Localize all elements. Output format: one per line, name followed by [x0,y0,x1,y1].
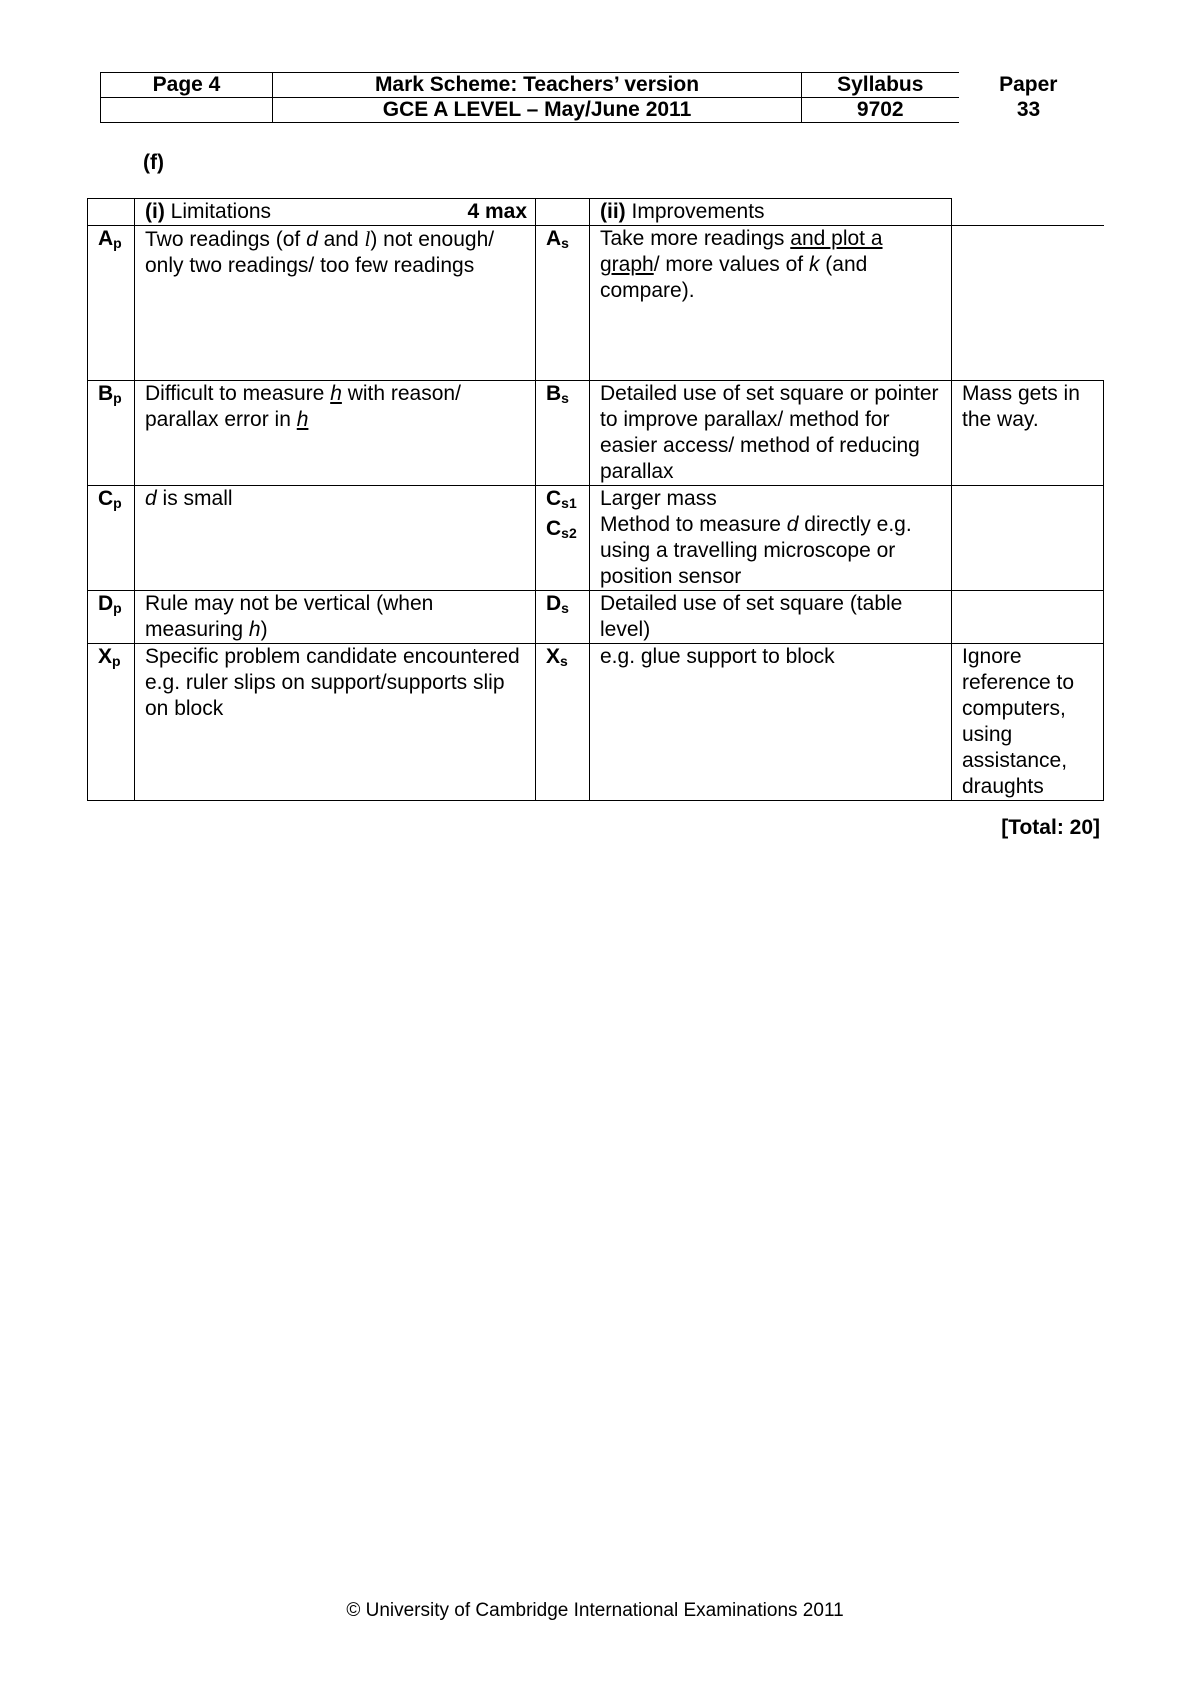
improvements-title: Improvements [631,200,765,223]
improvement-code: $A_s$ [536,226,590,381]
part-label: (f) [143,151,164,174]
header-paper: 33 [1016,98,1041,121]
table-row [88,644,1104,801]
improvement-code: $B_s$ [536,381,590,486]
improvements-header [590,199,952,226]
header-table [100,72,1099,123]
table-row [88,486,1104,591]
improvement-text: Detailed use of set square or pointer to improve parallax/ method for easier access/ method of reducing parallax [590,381,952,486]
improvement-code: $C_{s1}$ $C_{s2}$ [536,486,590,591]
notes-cell: Mass gets in the way. [952,381,1104,486]
notes-cell: Ignore reference to computers, using assistance, draughts [952,644,1104,801]
header-blank [101,98,273,123]
improvement-text: Larger mass Method to measure d directly e.g. using a travelling microscope or position sensor [590,486,952,591]
improvement-code: $D_s$ [536,591,590,644]
improvement-text: Take more readings and plot a graph/ more values of k (and compare). [590,226,952,381]
table-row [88,381,1104,486]
limitation-text: Two readings (of d and l) not enough/ only two readings/ too few readings [135,226,536,381]
header-title: Mark Scheme: Teachers’ version [273,73,802,98]
header-paper-label: Paper [999,73,1058,96]
limitation-text: Specific problem candidate encountered e.g. ruler slips on support/supports slip on block [135,644,536,801]
copyright-footer: © University of Cambridge International Examinations 2011 [346,1600,844,1621]
header-exam: GCE A LEVEL – May/June 2011 [273,98,802,123]
limitations-title: Limitations [170,200,272,223]
table-row [88,226,1104,381]
improvement-code: $X_s$ [536,644,590,801]
header-page: Page 4 [101,73,273,98]
row-code: $A_p$ [88,226,135,381]
notes-cell [952,486,1104,591]
improvement-text: e.g. glue support to block [590,644,952,801]
header-imp-code-cell [536,199,590,226]
header-syllabus-label: Syllabus [802,73,959,98]
improvements-number: (ii) [600,200,626,223]
header-code-cell [88,199,135,226]
limitation-text: Difficult to measure h with reason/ parallax error in h [135,381,536,486]
row-code: $C_p$ [88,486,135,591]
row-code: $X_p$ [88,644,135,801]
notes-header [952,199,1104,226]
limitations-max: 4 max [467,200,527,223]
table-header-row [88,199,1104,226]
header-syllabus: 9702 [802,98,959,123]
limitations-number: (i) [145,200,165,223]
mark-scheme-table [87,198,1104,801]
limitations-header [135,199,536,226]
row-code: $D_p$ [88,591,135,644]
notes-cell [952,226,1104,381]
row-code: $B_p$ [88,381,135,486]
improvement-text: Detailed use of set square (table level) [590,591,952,644]
limitation-text: d is small [135,486,536,591]
limitation-text: Rule may not be vertical (when measuring h) [135,591,536,644]
table-row [88,591,1104,644]
total-marks: [Total: 20] [1001,816,1100,839]
notes-cell [952,591,1104,644]
